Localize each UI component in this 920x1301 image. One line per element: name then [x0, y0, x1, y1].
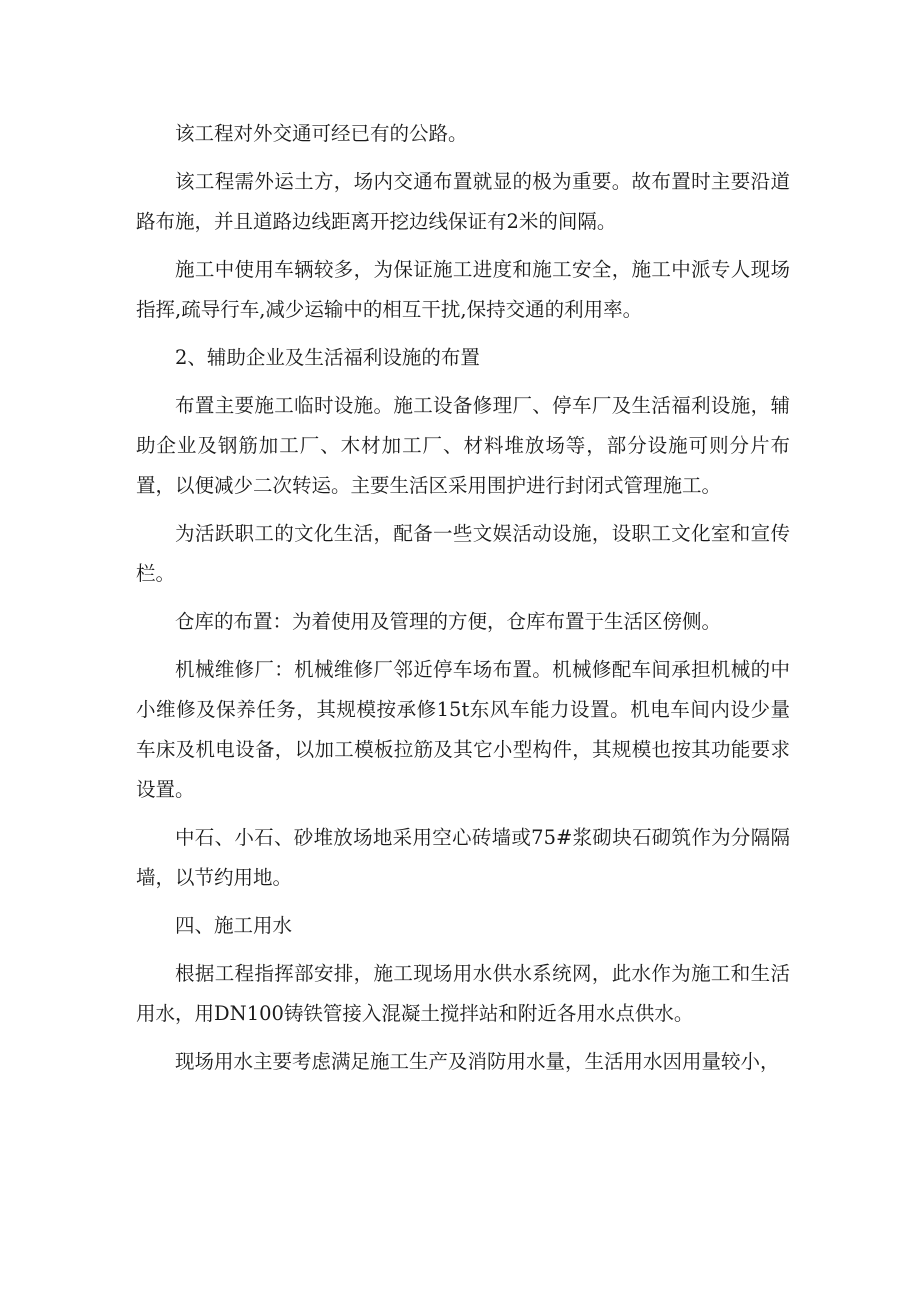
paragraph-temporary-facilities: 布置主要施工临时设施。施工设备修理厂、停车厂及生活福利设施，辅助企业及钢筋加工厂、木材加工厂、材料堆放场等，部分设施可则分片布置，以便减少二次转运。主要生活区采用围护进行封闭式管理施工。	[136, 394, 790, 497]
section-heading-construction-water: 四、施工用水	[175, 914, 293, 937]
paragraph-water-supply: 根据工程指挥部安排，施工现场用水供水系统网，此水作为施工和生活用水，用DN100铸铁管接入混凝土搅拌站和附近各用水点供水。	[136, 962, 790, 1025]
paragraph-material-yard: 中石、小石、砂堆放场地采用空心砖墙或75#浆砌块石砌筑作为分隔隔墙，以节约用地。	[136, 826, 790, 889]
paragraph-internal-traffic: 该工程需外运土方，场内交通布置就显的极为重要。故布置时主要沿道路布施，并且道路边线距离开挖边线保证有2米的间隔。	[136, 170, 790, 233]
paragraph-water-demand: 现场用水主要考虑满足施工生产及消防用水量，生活用水因用量较小，	[175, 1050, 780, 1073]
paragraph-external-traffic: 该工程对外交通可经已有的公路。	[175, 122, 468, 145]
section-heading-auxiliary-facilities: 2、辅助企业及生活福利设施的布置	[175, 346, 480, 369]
paragraph-machinery-repair: 机械维修厂：机械维修厂邻近停车场布置。机械修配车间承担机械的中小维修及保养任务，其规模按承修15t东风车能力设置。机电车间内设少量车床及机电设备，以加工模板拉筋及其它小型构件，其规模也按其功能要求设置。	[136, 658, 790, 801]
paragraph-warehouse: 仓库的布置：为着使用及管理的方便，仓库布置于生活区傍侧。	[175, 610, 722, 633]
paragraph-traffic-control: 施工中使用车辆较多，为保证施工进度和施工安全，施工中派专人现场指挥,疏导行车,减少运输中的相互干扰,保持交通的利用率。	[136, 258, 790, 321]
paragraph-cultural-facilities: 为活跃职工的文化生活，配备一些文娱活动设施，设职工文化室和宣传栏。	[136, 522, 790, 585]
document-body	[136, 114, 790, 1090]
